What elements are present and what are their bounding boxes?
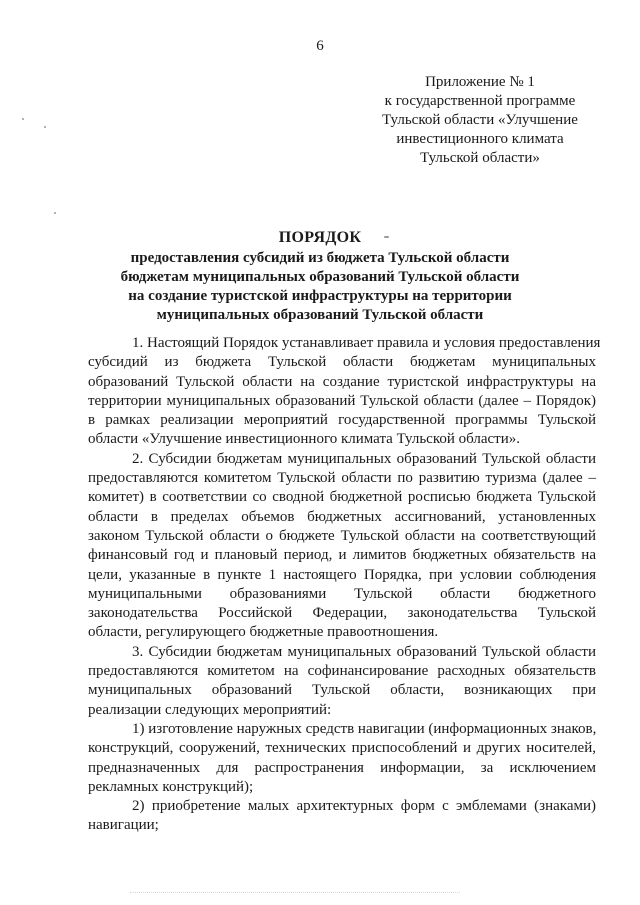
title-line: на создание туристской инфраструктуры на территории [128, 288, 512, 304]
title-line: предоставления субсидий из бюджета Тульской области [130, 250, 510, 266]
paragraph-3-line: 3. Субсидии бюджетам муниципальных образований Тульской области [132, 643, 596, 660]
paragraph-3-line: предоставляются комитетом на софинансирование расходных обязательств [88, 663, 596, 680]
paragraph-1-line: субсидий из бюджета Тульской области бюджетам муниципальных [88, 354, 596, 371]
paragraph-2-line: законодательства Российской Федерации, законодательства Тульской [88, 605, 596, 622]
document-title [0, 228, 640, 325]
scan-speck [44, 126, 46, 128]
scan-speck [384, 236, 389, 238]
paragraph-1-line: в рамках реализации мероприятий государственной программы Тульской [88, 412, 596, 429]
list-item-2-line: 2) приобретение малых архитектурных форм с эмблемами (знаками) [132, 798, 596, 815]
paragraph-2-line: 2. Субсидии бюджетам муниципальных образований Тульской области [132, 450, 596, 467]
paragraph-3-line: муниципальных образований Тульской области, возникающих при [88, 682, 596, 699]
appendix-line: Тульской области «Улучшение [382, 112, 578, 128]
appendix-block [360, 73, 600, 168]
paragraph-2-line: законом Тульской области о бюджете Тульской области на соответствующий [88, 527, 596, 544]
paragraph-1-line: 1. Настоящий Порядок устанавливает правила и условия предоставления [132, 335, 601, 351]
document-body [88, 334, 601, 836]
scan-artifact [130, 892, 460, 895]
appendix-line: Приложение № 1 [425, 74, 535, 90]
paragraph-2-line: предоставляются комитетом Тульской области по развитию туризма (далее – [88, 470, 596, 487]
appendix-line: инвестиционного климата [396, 131, 564, 147]
paragraph-2-line: финансовый год и плановый период, и лимитов бюджетных обязательств на [88, 547, 596, 564]
paragraph-2-line: муниципальными образованиями Тульской области бюджетного [88, 585, 596, 602]
paragraph-2-line: цели, указанные в пункте 1 настоящего Порядка, при условии соблюдения [88, 566, 596, 583]
scan-speck [54, 212, 56, 214]
title-line: бюджетам муниципальных образований Тульской области [120, 269, 520, 285]
page-number: 6 [316, 38, 324, 54]
list-item-1-line: рекламных конструкций); [88, 778, 254, 795]
appendix-line: Тульской области» [420, 150, 540, 166]
paragraph-1-line: территории муниципальных образований Тульской области (далее – Порядок) [88, 392, 596, 409]
document-heading: ПОРЯДОК [278, 229, 362, 246]
list-item-1-line: конструкций, сооружений, технических приспособлений и других носителей, [88, 740, 596, 757]
paragraph-2-line: области, регулирующего бюджетные правоотношения. [88, 624, 439, 641]
appendix-line: к государственной программе [384, 93, 576, 109]
title-line: муниципальных образований Тульской области [156, 307, 484, 323]
scan-speck [22, 118, 24, 120]
paragraph-3-line: реализации следующих мероприятий: [88, 701, 332, 718]
list-item-2-line: навигации; [88, 817, 159, 834]
paragraph-2-line: комитет) в соответствии со сводной бюджетной росписью бюджета Тульской [88, 489, 596, 506]
paragraph-1-line: образований Тульской области на создание туристской инфраструктуры на [88, 373, 596, 390]
list-item-1-line: предназначенных для распространения информации, за исключением [88, 759, 596, 776]
list-item-1-line: 1) изготовление наружных средств навигации (информационных знаков, [132, 720, 597, 737]
paragraph-2-line: области в пределах объемов бюджетных ассигнований, установленных [88, 508, 596, 525]
paragraph-1-line: области «Улучшение инвестиционного климата Тульской области». [88, 431, 521, 448]
